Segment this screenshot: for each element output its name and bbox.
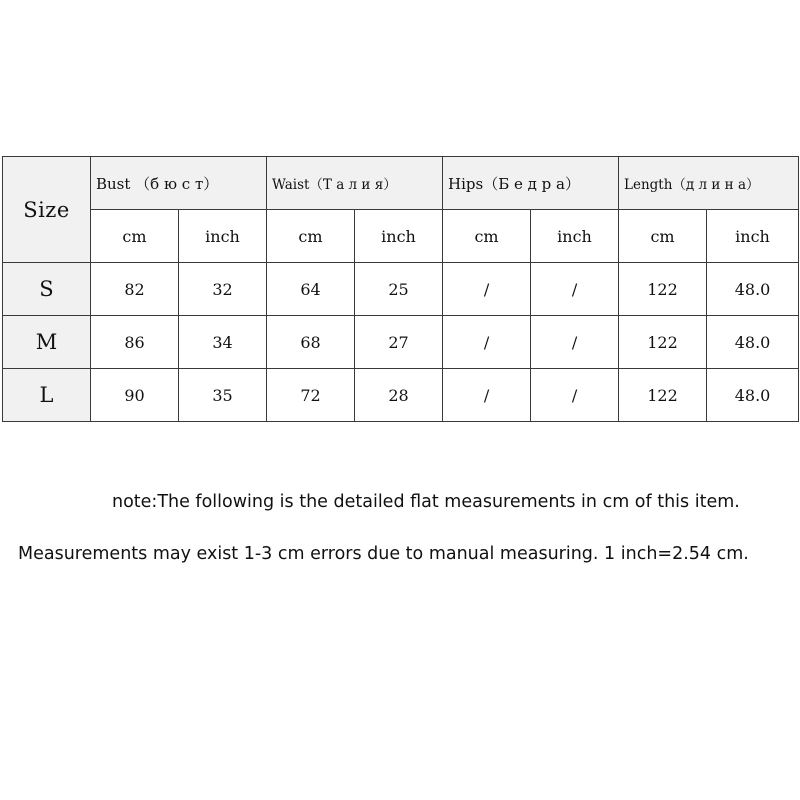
size-label-cell: L: [3, 369, 91, 422]
table-cell: /: [531, 316, 619, 369]
size-label-cell: S: [3, 263, 91, 316]
table-row: [3, 316, 799, 369]
unit-cell: inch: [355, 210, 443, 263]
table-cell: 72: [267, 369, 355, 422]
table-cell: 34: [179, 316, 267, 369]
table-cell: 64: [267, 263, 355, 316]
table-row: [3, 369, 799, 422]
table-cell: 48.0: [707, 369, 799, 422]
table-cell: 86: [91, 316, 179, 369]
waist-header: Waist（Т а л и я）: [267, 157, 443, 210]
table-cell: 48.0: [707, 263, 799, 316]
table-cell: 28: [355, 369, 443, 422]
table-cell: 68: [267, 316, 355, 369]
table-unit-row: [3, 210, 799, 263]
hips-header: Hips（Б е д р а）: [443, 157, 619, 210]
table-cell: 82: [91, 263, 179, 316]
table-cell: 122: [619, 263, 707, 316]
table-header-row: [3, 157, 799, 210]
table-cell: /: [531, 263, 619, 316]
unit-cell: cm: [91, 210, 179, 263]
table-row: [3, 263, 799, 316]
unit-cell: inch: [179, 210, 267, 263]
size-chart-table: [2, 156, 799, 422]
table-cell: 35: [179, 369, 267, 422]
unit-cell: cm: [267, 210, 355, 263]
table-cell: 27: [355, 316, 443, 369]
table-cell: 48.0: [707, 316, 799, 369]
length-header: Length（д л и н а）: [619, 157, 799, 210]
unit-cell: inch: [531, 210, 619, 263]
table-cell: 90: [91, 369, 179, 422]
table-cell: 122: [619, 369, 707, 422]
measurement-disclaimer: Measurements may exist 1-3 cm errors due to manual measuring. 1 inch=2.54 cm.: [18, 544, 749, 564]
unit-cell: inch: [707, 210, 799, 263]
table-cell: /: [443, 369, 531, 422]
unit-cell: cm: [619, 210, 707, 263]
bust-header: Bust （б ю с т）: [91, 157, 267, 210]
table-cell: /: [443, 263, 531, 316]
table-cell: /: [531, 369, 619, 422]
measurement-note: note:The following is the detailed flat measurements in cm of this item.: [112, 492, 740, 512]
size-column-header: Size: [3, 157, 91, 263]
unit-cell: cm: [443, 210, 531, 263]
table-cell: 25: [355, 263, 443, 316]
table-cell: 32: [179, 263, 267, 316]
table-cell: /: [443, 316, 531, 369]
size-label-cell: M: [3, 316, 91, 369]
table-cell: 122: [619, 316, 707, 369]
